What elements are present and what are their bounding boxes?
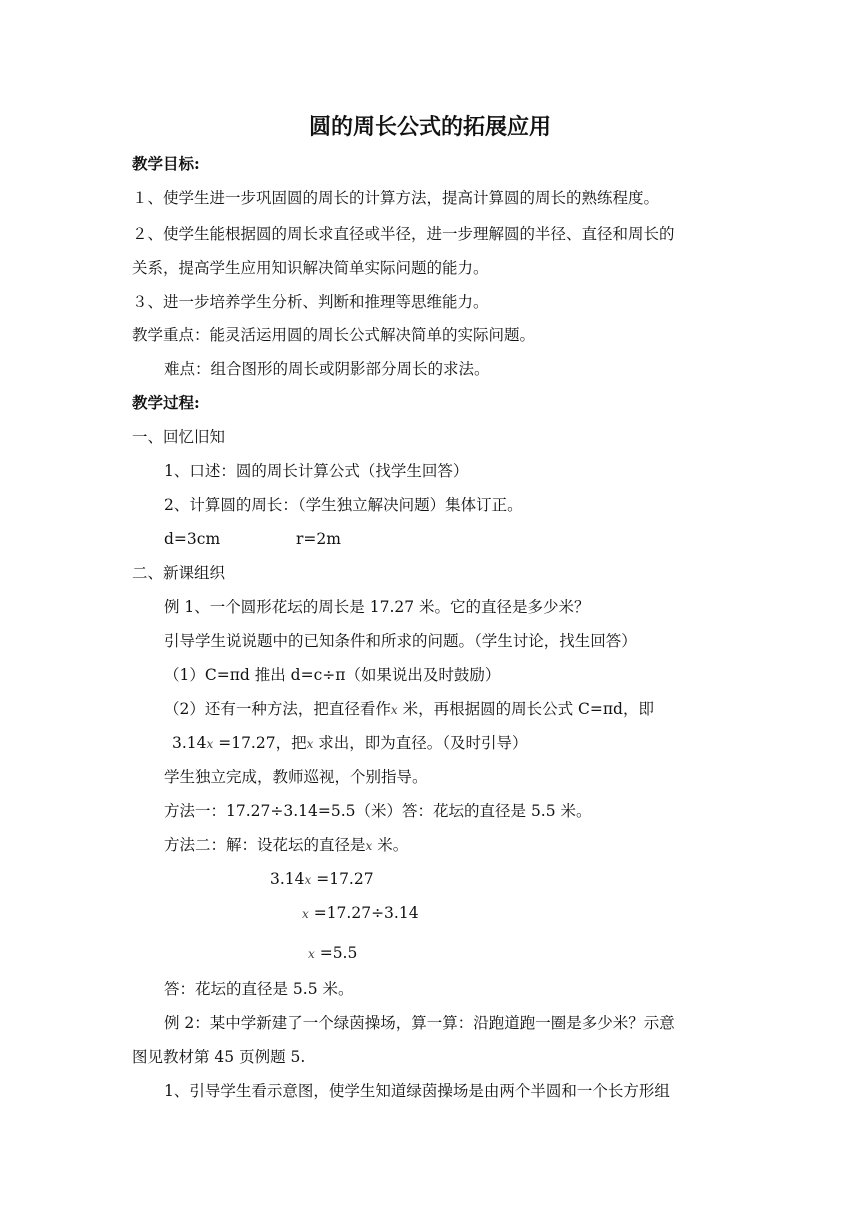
method-2-text-d: =17.27，把 <box>213 734 307 752</box>
way-1: 方法一：17.27÷3.14=5.5（米）答：花坛的直径是 5.5 米。 <box>164 802 592 820</box>
guide-item-1: 1、引导学生看示意图，使学生知道绿茵操场是由两个半圆和一个长方形组 <box>164 1082 670 1100</box>
document-title: 圆的周长公式的拓展应用 <box>308 114 551 140</box>
process-heading: 教学过程: <box>132 393 200 412</box>
method-2-text-a: （2）还有一种方法，把直径看作 <box>164 700 391 718</box>
objective-item-1: １、使学生进一步巩固圆的周长的计算方法，提高计算圆的周长的熟练程度。 <box>132 189 660 207</box>
equation-2-b: =17.27÷3.14 <box>308 904 419 922</box>
equation-1-b: =17.27 <box>311 870 374 888</box>
method-2-hint <box>164 699 654 720</box>
variable-x: x <box>304 873 312 887</box>
variable-x: x <box>306 737 314 751</box>
example-1: 例 1、一个圆形花坛的周长是 17.27 米。它的直径是多少米？ <box>164 598 590 616</box>
way-2-text-a: 方法二：解：设花坛的直径是 <box>164 836 366 854</box>
review-item-2: 2、计算圆的周长：（学生独立解决问题）集体订正。 <box>164 496 523 514</box>
variable-x: x <box>390 703 398 717</box>
method-2-text-e: 求出，即为直径。（及时引导） <box>313 734 528 752</box>
independent-work: 学生独立完成，教师巡视，个别指导。 <box>164 768 428 786</box>
variable-x: x <box>365 839 373 853</box>
guide-text: 引导学生说说题中的已知条件和所求的问题。（学生讨论，找生回答） <box>164 632 637 650</box>
exercise-r: r=2m <box>296 530 341 548</box>
example-2-continued: 图见教材第 45 页例题 5. <box>132 1048 306 1066</box>
objectives-heading: 教学目标: <box>132 154 200 173</box>
example-2: 例 2：某中学新建了一个绿茵操场，算一算：沿跑道跑一圈是多少米？示意 <box>164 1014 675 1032</box>
equation-1 <box>270 869 374 890</box>
equation-1-a: 3.14 <box>270 870 305 888</box>
objective-item-3: ３、进一步培养学生分析、判断和推理等思维能力。 <box>132 293 489 311</box>
variable-x: x <box>302 907 309 921</box>
equation-3-b: =5.5 <box>314 944 358 962</box>
way-2 <box>164 835 408 856</box>
objective-item-2: ２、使学生能根据圆的周长求直径或半径，进一步理解圆的半径、直径和周长的 <box>132 225 675 243</box>
way-2-text-b: 米。 <box>372 836 409 854</box>
answer: 答：花坛的直径是 5.5 米。 <box>164 980 354 998</box>
exercise-d: d=3cm <box>164 530 221 548</box>
difficulty: 难点：组合图形的周长或阴影部分周长的求法。 <box>164 360 490 378</box>
key-point: 教学重点：能灵活运用圆的周长公式解决简单的实际问题。 <box>132 326 536 344</box>
method-1-hint: （1）C=πd 推出 d=c÷π（如果说出及时鼓励） <box>164 666 501 684</box>
review-item-1: 1、口述：圆的周长计算公式（找学生回答） <box>164 462 469 480</box>
method-2-text-c: 3.14 <box>172 734 207 752</box>
equation-2 <box>302 903 419 924</box>
section-1-title: 一、回忆旧知 <box>132 428 226 446</box>
equation-3 <box>308 943 357 964</box>
method-2-equation-line <box>172 733 528 754</box>
variable-x: x <box>206 737 214 751</box>
variable-x: x <box>308 947 315 961</box>
section-2-title: 二、新课组织 <box>132 564 226 582</box>
method-2-text-b: 米，再根据圆的周长公式 C=πd，即 <box>397 700 654 718</box>
objective-item-2-continued: 关系，提高学生应用知识解决简单实际问题的能力。 <box>132 259 489 277</box>
